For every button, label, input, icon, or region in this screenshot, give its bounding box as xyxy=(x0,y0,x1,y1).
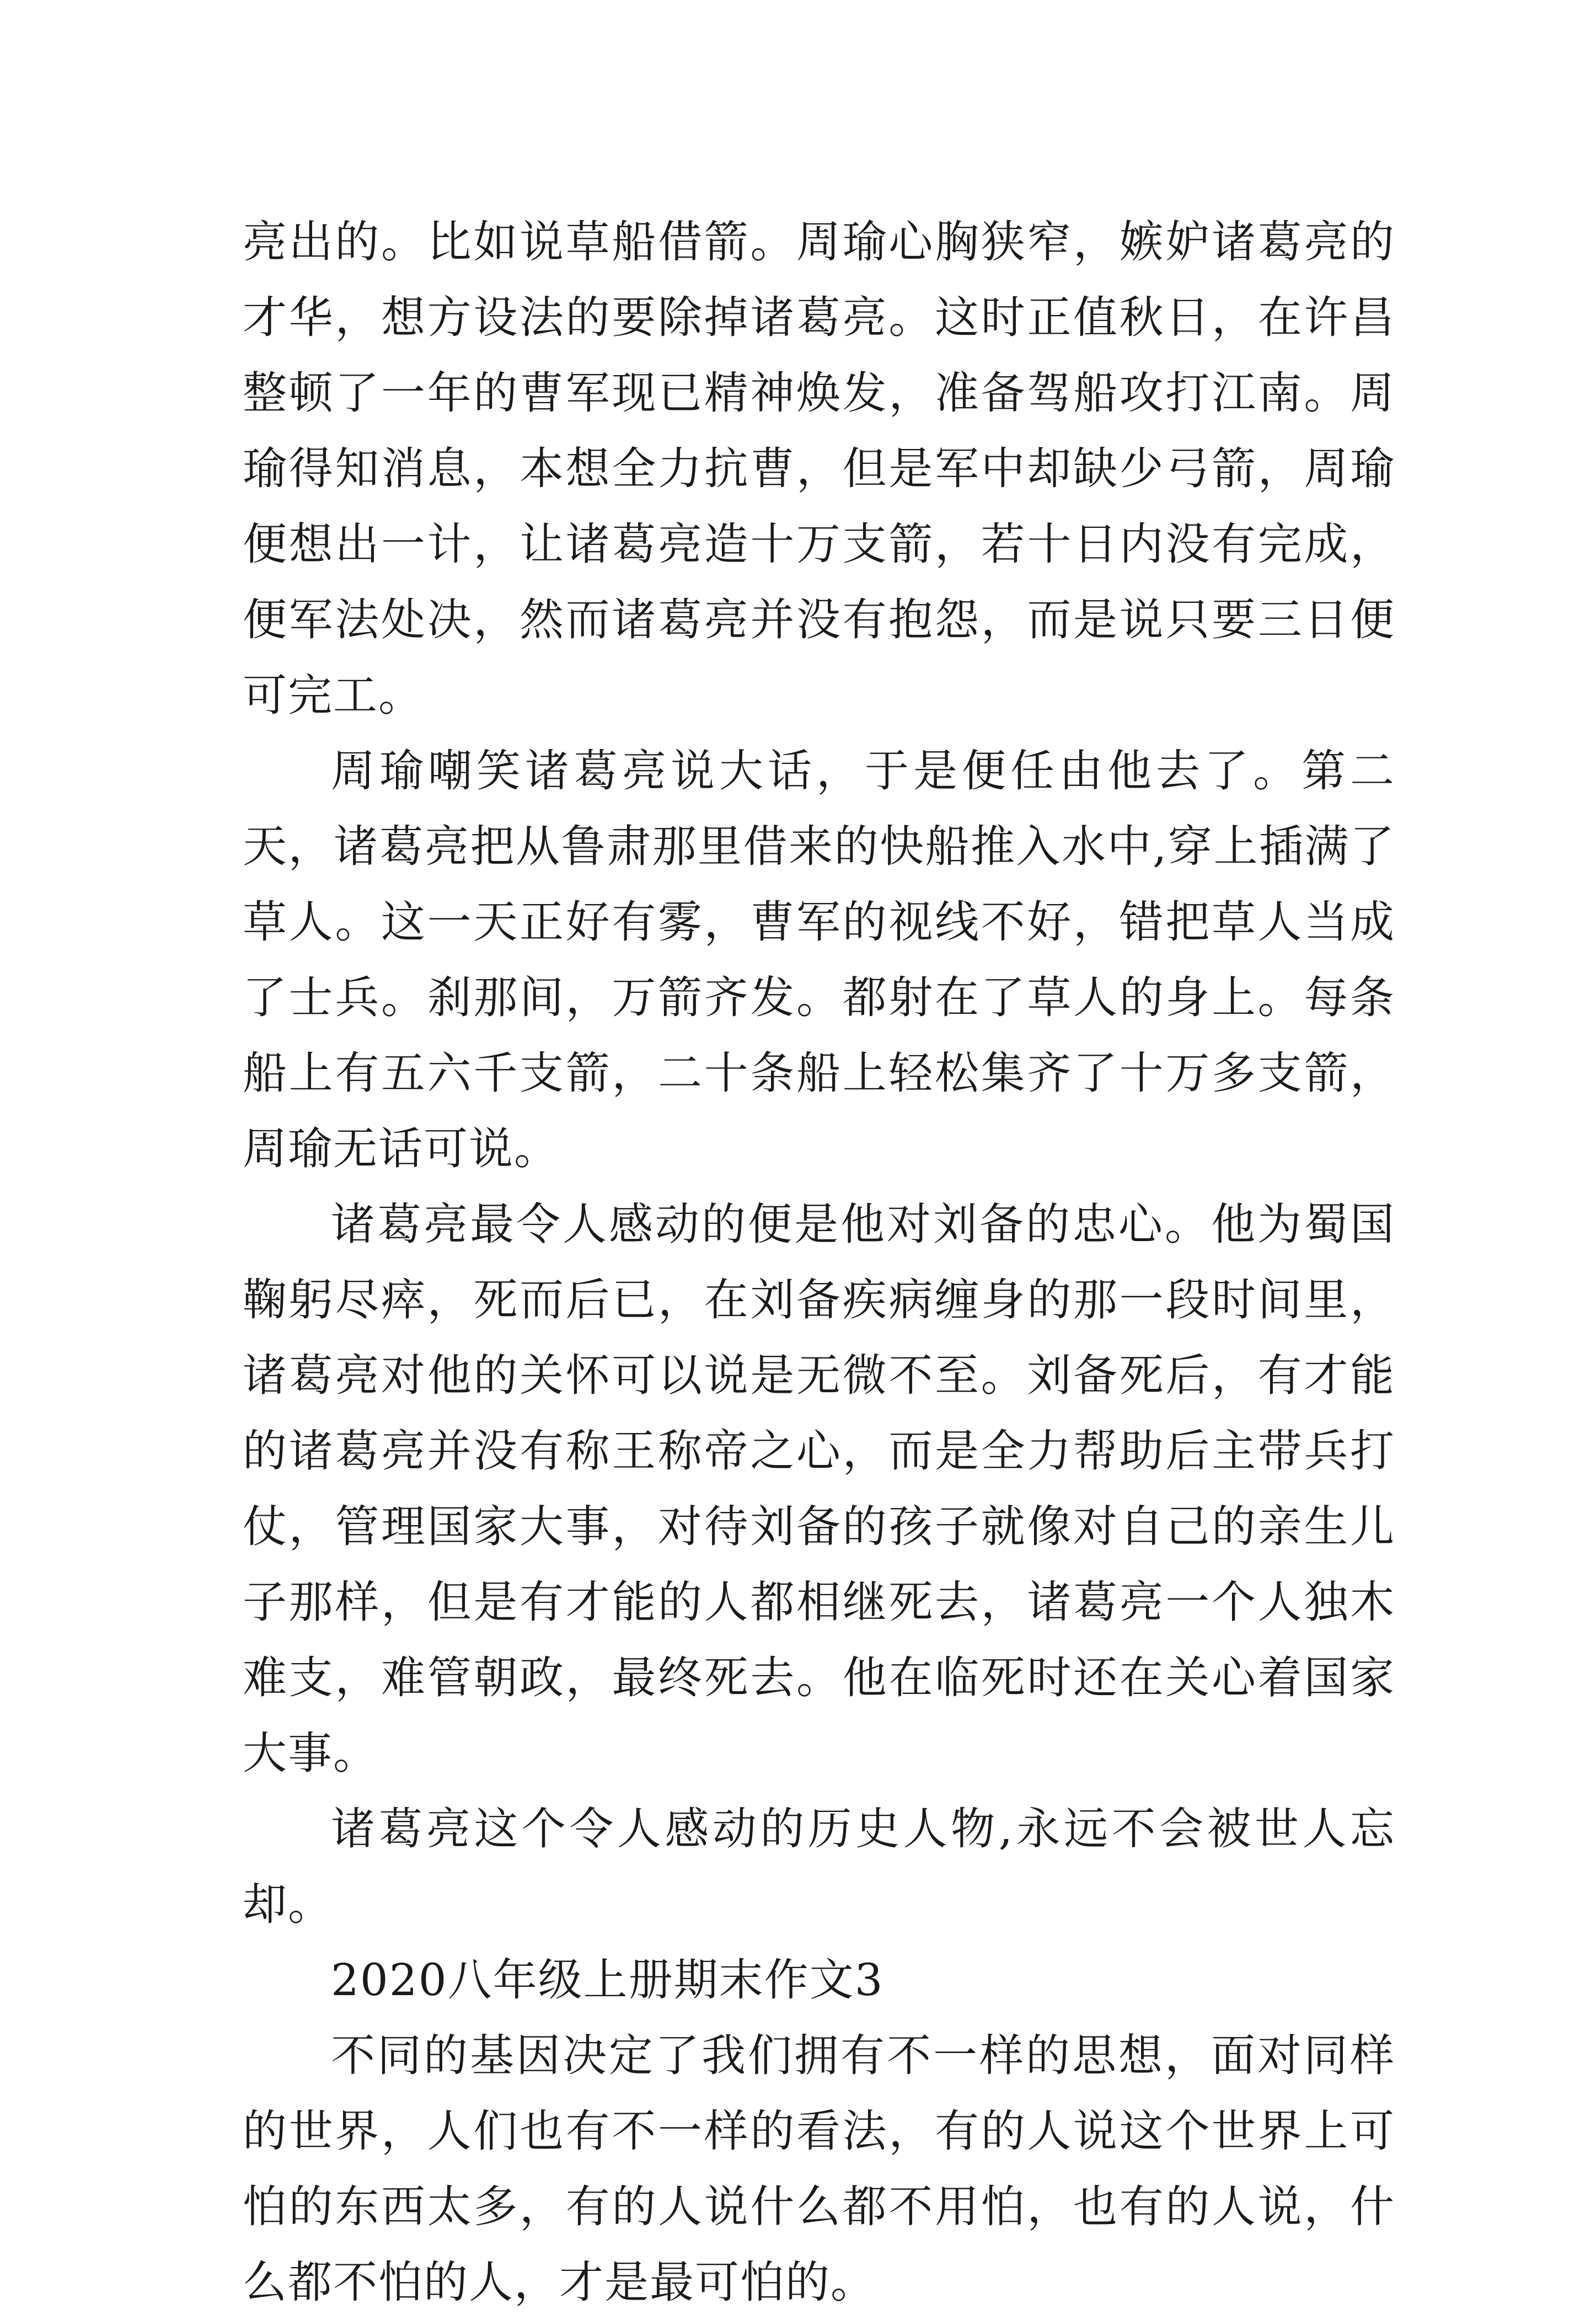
paragraph-2: 周瑜嘲笑诸葛亮说大话，于是便任由他去了。第二天，诸葛亮把从鲁肃那里借来的快船推入水中,穿上插满了草人。这一天正好有雾，曹军的视线不好，错把草人当成了士兵。刹那间，万箭齐发。都射在了草人的身上。每条船上有五六千支箭，二十条船上轻松集齐了十万多支箭，周瑜无话可说。 xyxy=(243,745,1395,1174)
section-heading: 2020八年级上册期末作文3 xyxy=(331,1954,884,2006)
paragraph-4: 诸葛亮这个令人感动的历史人物,永远不会被世人忘却。 xyxy=(243,1803,1395,1930)
paragraph-1: 亮出的。比如说草船借箭。周瑜心胸狭窄，嫉妒诸葛亮的才华，想方设法的要除掉诸葛亮。这时正值秋日，在许昌整顿了一年的曹军现已精神焕发，准备驾船攻打江南。周瑜得知消息，本想全力抗曹，但是军中却缺少弓箭，周瑜便想出一计，让诸葛亮造十万支箭，若十日内没有完成，便军法处决，然而诸葛亮并没有抱怨，而是说只要三日便可完工。 xyxy=(243,216,1395,721)
document-body xyxy=(243,204,1395,2320)
paragraph-5: 不同的基因决定了我们拥有不一样的思想，面对同样的世界，人们也有不一样的看法，有的人说这个世界上可怕的东西太多，有的人说什么都不用怕，也有的人说，什么都不怕的人，才是最可怕的。 xyxy=(243,2030,1395,2308)
paragraph-3: 诸葛亮最令人感动的便是他对刘备的忠心。他为蜀国鞠躬尽瘁，死而后已，在刘备疾病缠身的那一段时间里，诸葛亮对他的关怀可以说是无微不至。刘备死后，有才能的诸葛亮并没有称王称帝之心，而是全力帮助后主带兵打仗，管理国家大事，对待刘备的孩子就像对自己的亲生儿子那样，但是有才能的人都相继死去，诸葛亮一个人独木难支，难管朝政，最终死去。他在临死时还在关心着国家大事。 xyxy=(243,1199,1395,1779)
